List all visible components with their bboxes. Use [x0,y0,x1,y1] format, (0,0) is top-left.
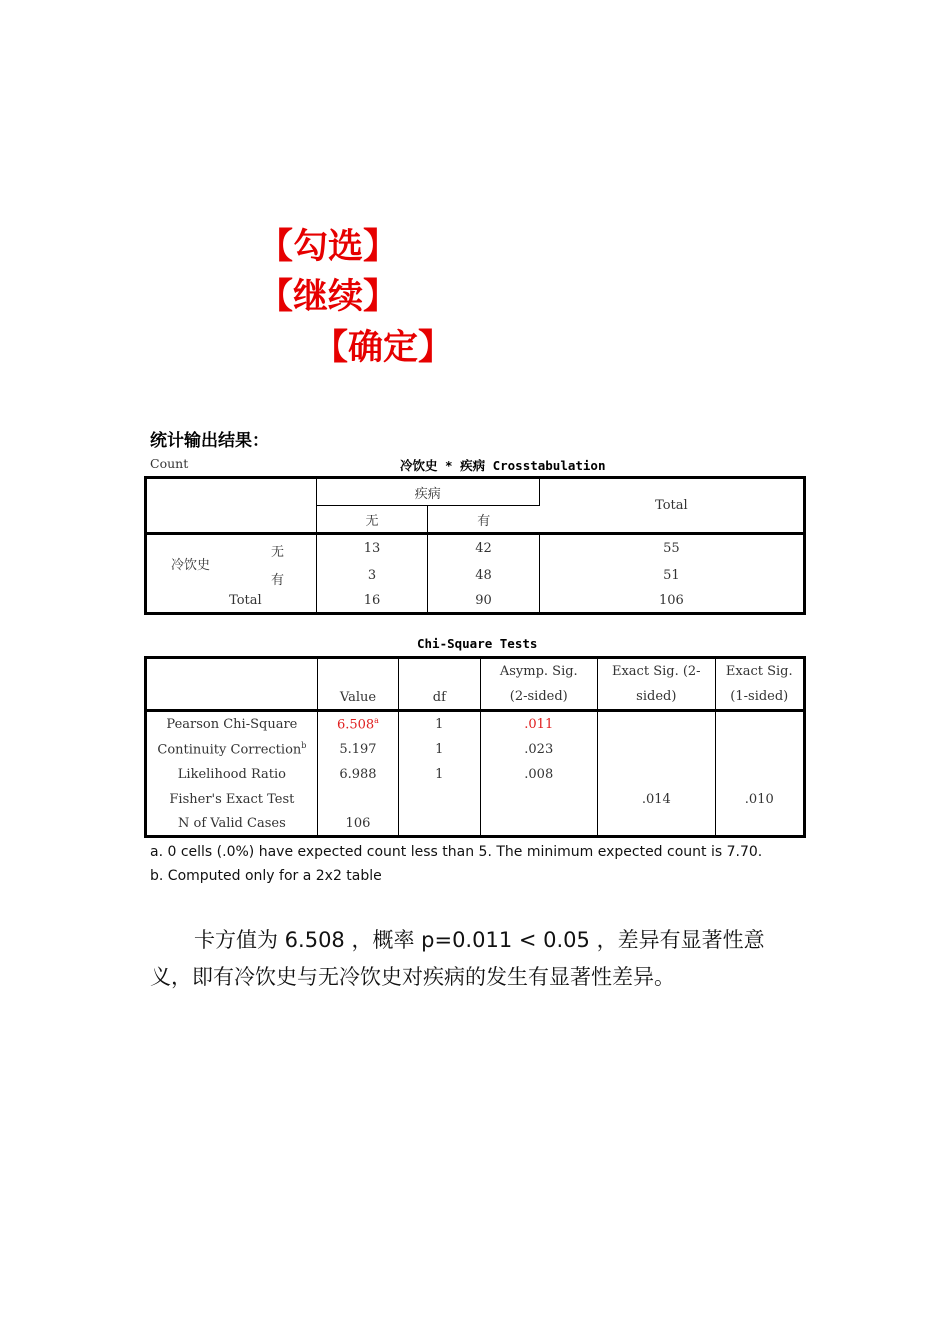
table-cell: 55 [663,540,680,556]
table-cell: 1 [399,737,480,762]
row-label: 有 [271,573,285,588]
col-group-header: 疾病 [316,478,539,506]
table-cell: 13 [316,534,428,562]
header-line: (2-sided) [509,689,568,704]
table-cell: 1 [399,762,480,787]
row-group-label: 冷饮史 [171,558,211,573]
conclusion-line: 义，即有冷饮史与无冷饮史对疾病的发生有显著性差异。 [150,965,675,989]
value-header: Value [317,658,398,711]
header-line: sided) [636,689,677,704]
header-line: Asymp. Sig. [499,664,578,679]
df-header: df [399,658,480,711]
row-label: 无 [271,545,285,560]
chisq-table [144,656,806,838]
table-cell [598,737,716,762]
section-heading: 统计输出结果： [150,431,269,451]
crosstab-table [144,476,806,615]
footnote-marker: a [374,716,379,726]
table-cell: 106 [658,593,684,609]
count-label: Count [150,456,189,471]
row-label [146,737,318,762]
col-no-header: 无 [316,506,428,534]
total-col-header: Total [539,478,804,534]
continue-label: 【继续】 [258,277,399,317]
table-cell: 106 [317,812,398,837]
table-cell [598,812,716,837]
header-line: Exact Sig. [725,664,793,679]
table-cell [715,711,804,737]
table-cell [480,812,598,837]
table-cell: 1 [399,711,480,737]
table-cell [317,787,398,812]
table-cell [399,787,480,812]
row-label: Pearson Chi-Square [146,711,318,737]
table-cell [715,737,804,762]
table-cell [399,812,480,837]
exact1-header [715,658,804,711]
ok-label: 【确定】 [313,328,454,368]
footnote-a: a. 0 cells (.0%) have expected count less than 5. The minimum expected count is 7.70. [150,844,763,860]
pearson-value-text: 6.508 [336,717,375,733]
pearson-value [317,711,398,737]
corner-cell [146,658,318,711]
chisq-title: Chi-Square Tests [417,636,538,651]
table-cell [480,787,598,812]
check-label: 【勾选】 [258,227,399,267]
asymp-header [480,658,598,711]
header-line: (1-sided) [730,689,789,704]
table-cell: .008 [480,762,598,787]
conclusion-line: 卡方值为 6.508 ，概率 p=0.011 < 0.05 ，差异有显著性意 [194,928,765,952]
row-label: Likelihood Ratio [146,762,318,787]
crosstab-title: 冷饮史 * 疾病 Crosstabulation [400,458,606,473]
col-yes-header: 有 [428,506,540,534]
table-cell: 16 [316,590,428,614]
row-label: Fisher's Exact Test [146,787,318,812]
table-cell [715,762,804,787]
row-group-cell [146,534,317,590]
table-cell: 5.197 [317,737,398,762]
table-cell: 6.988 [317,762,398,787]
total-row-label: Total [146,590,317,614]
table-cell: .010 [744,791,774,807]
table-cell: 42 [428,534,540,562]
row-label: N of Valid Cases [146,812,318,837]
table-cell: 48 [428,562,540,590]
table-cell [715,812,804,837]
exact2-header [598,658,716,711]
conclusion-paragraph [150,922,810,996]
footnote-marker: b [301,740,307,750]
table-cell: .023 [480,737,598,762]
table-cell: .014 [598,787,716,812]
table-cell: 51 [663,568,680,583]
row-label-text: Continuity Correction [157,742,302,758]
footnote-b: b. Computed only for a 2x2 table [150,868,382,884]
table-cell [598,762,716,787]
header-line: Exact Sig. (2- [611,664,701,679]
corner-cell [146,478,317,534]
table-cell [598,711,716,737]
table-cell: 90 [428,590,540,614]
pearson-sig: .011 [480,711,598,737]
table-cell: 3 [316,562,428,590]
